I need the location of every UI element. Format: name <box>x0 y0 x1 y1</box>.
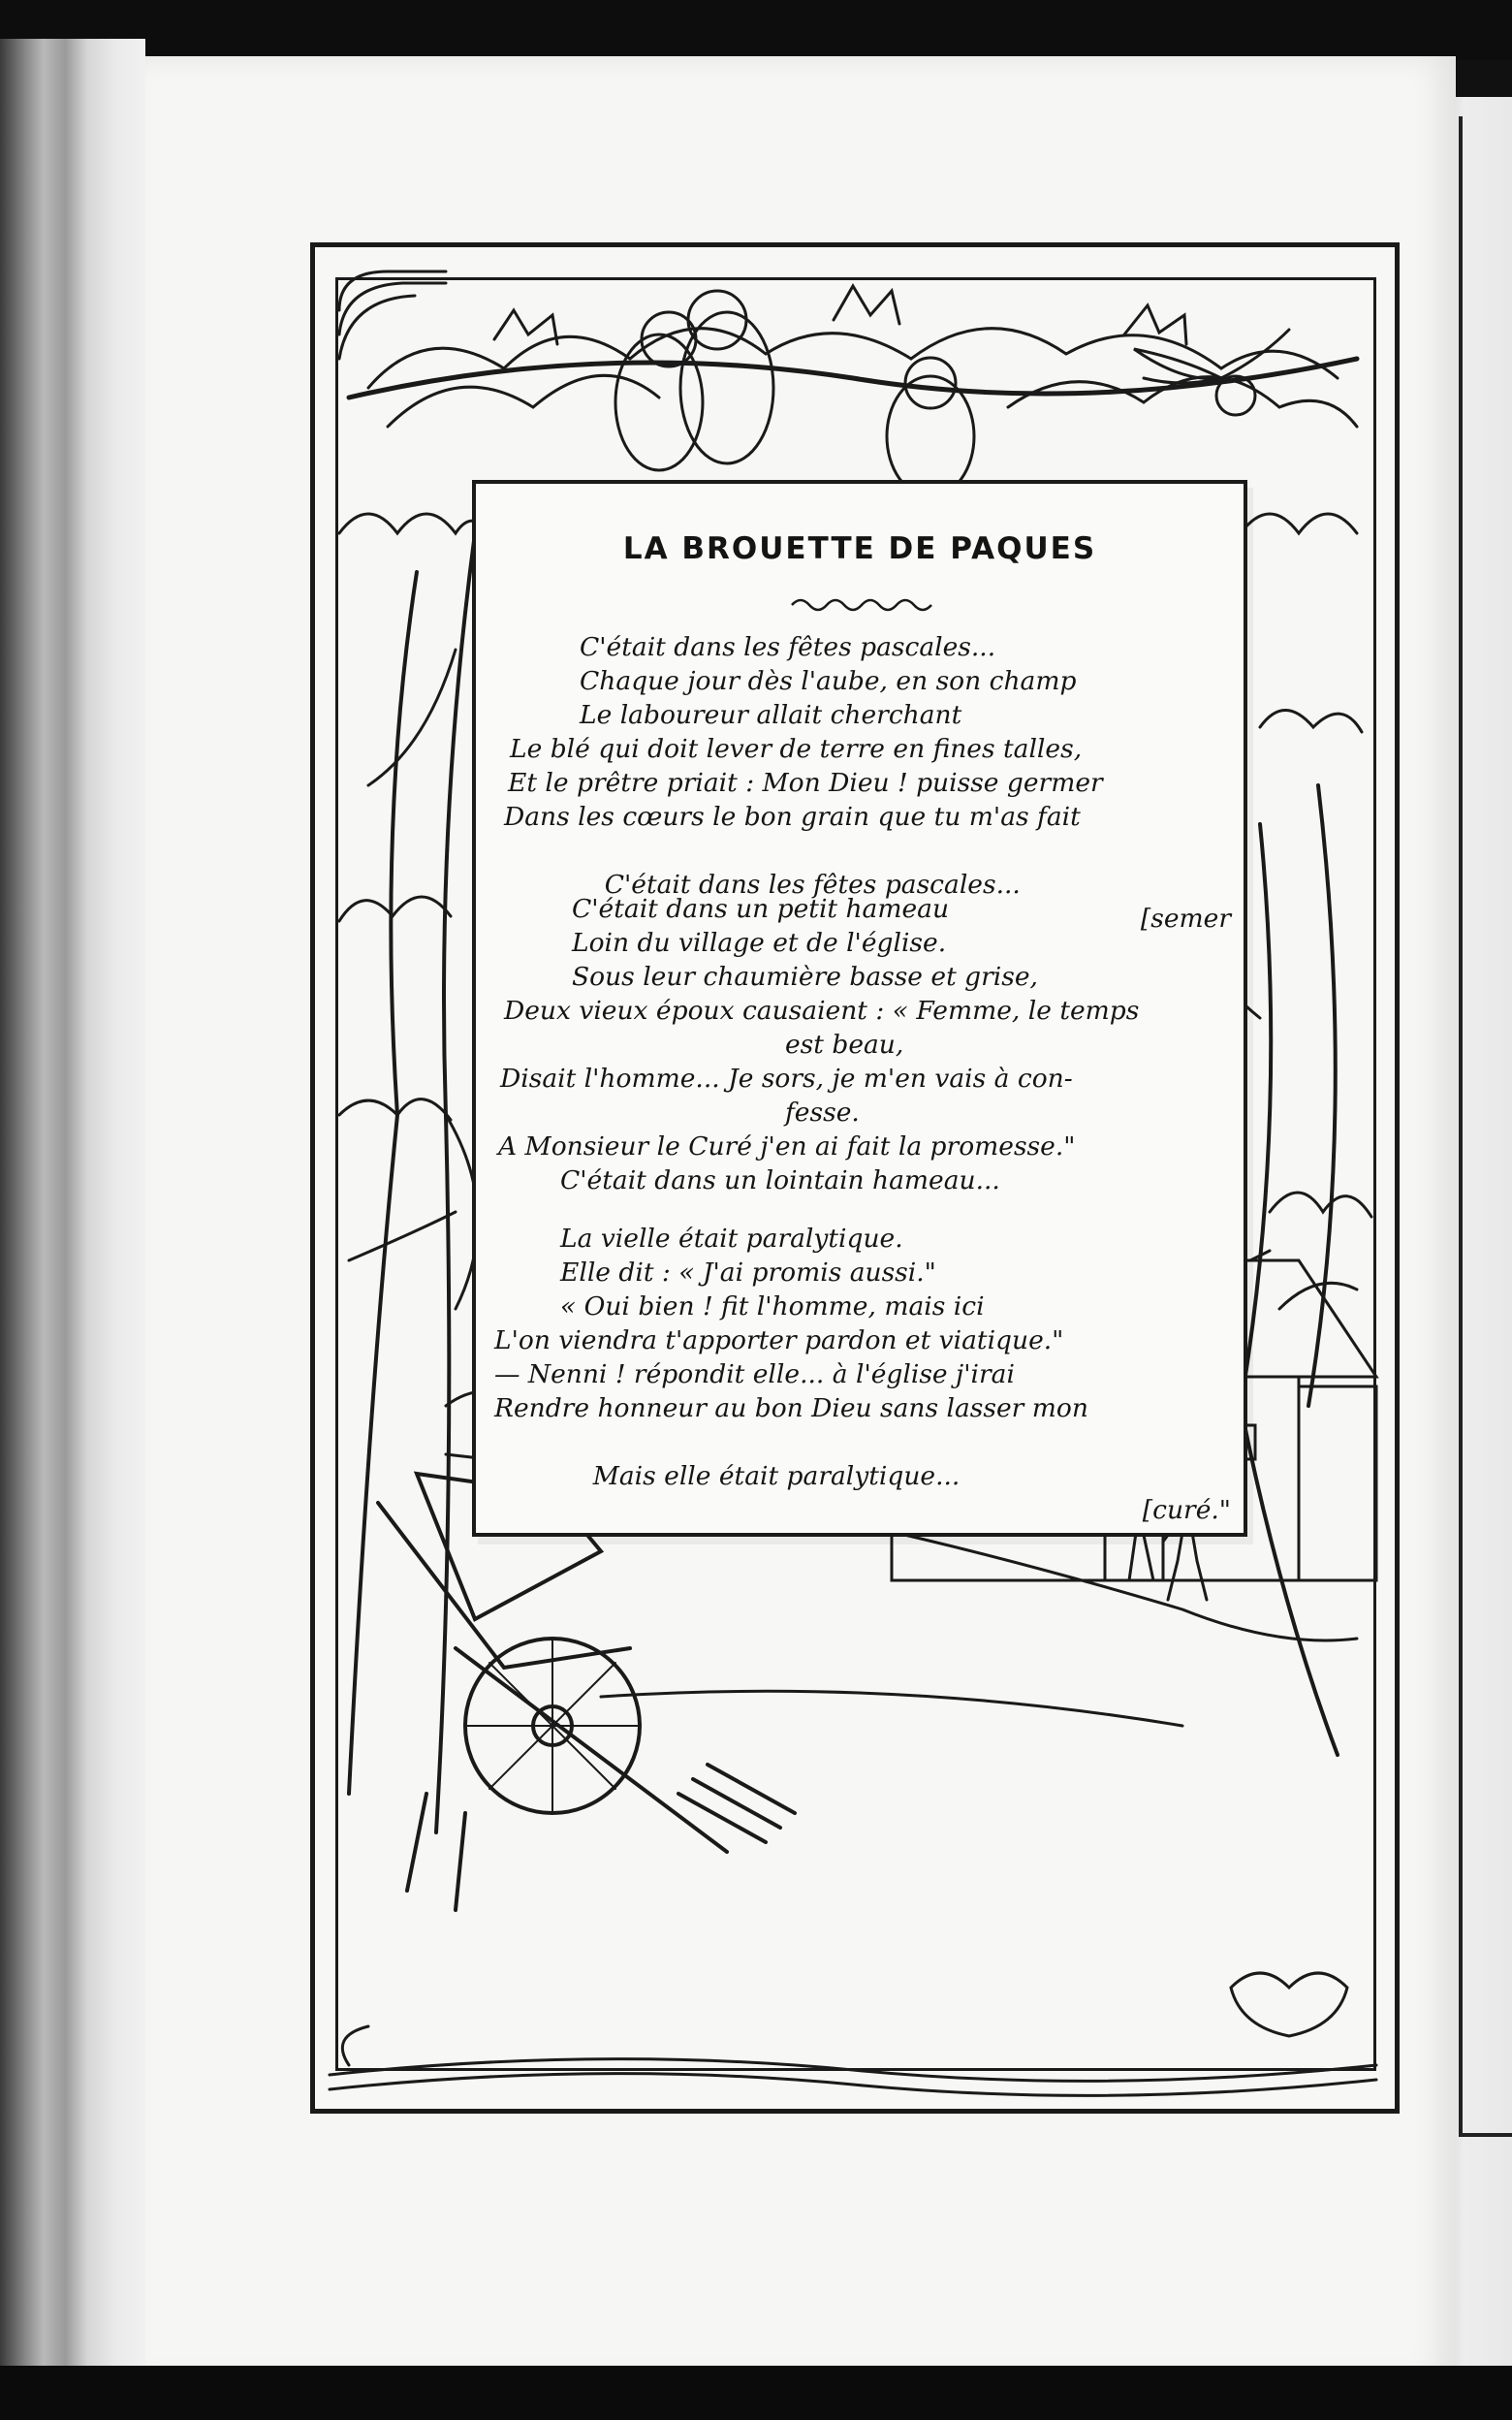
poem-line: C'était dans un petit hameau <box>572 894 950 924</box>
bird-3 <box>887 376 974 496</box>
poem-line: Dans les cœurs le bon grain que tu m'as fait <box>504 802 1081 832</box>
title-flourish <box>790 593 935 613</box>
poem-line: Sous leur chaumière basse et grise, <box>572 962 1038 992</box>
poem-line: fesse. <box>785 1098 860 1128</box>
poem-line: Le blé qui doit lever de terre en fines talles, <box>510 734 1083 764</box>
poem-line: Disait l'homme... Je sors, je m'en vais à con- <box>500 1064 1073 1094</box>
poem-line: Le laboureur allait cherchant <box>580 700 962 730</box>
left-trunk <box>349 572 417 1794</box>
poem-body <box>494 630 1231 1525</box>
poem-line: C'était dans les fêtes pascales... <box>580 632 996 662</box>
poem-line: L'on viendra t'apporter pardon et viatique." <box>494 1325 1064 1355</box>
bird-2 <box>680 312 773 463</box>
poem-line: — Nenni ! répondit elle... à l'église j'irai <box>494 1359 1015 1389</box>
poem-line-carry: [semer <box>1140 904 1231 934</box>
poem-line: C'était dans les fêtes pascales... <box>604 870 1021 900</box>
poem-line: Chaque jour dès l'aube, en son champ <box>580 666 1077 696</box>
poem-line: Deux vieux époux causaient : « Femme, le temps <box>504 996 1140 1026</box>
poem-line: Elle dit : « J'ai promis aussi." <box>560 1258 936 1288</box>
scan-top-edge <box>0 0 1512 60</box>
poem-line: C'était dans un lointain hameau... <box>560 1165 1000 1195</box>
poem-line: est beau, <box>785 1030 904 1060</box>
poem-line-carry: [curé." <box>1142 1495 1231 1525</box>
poem-line: La vielle était paralytique. <box>560 1224 903 1254</box>
poem-line: Rendre honneur au bon Dieu sans lasser mon <box>494 1393 1088 1423</box>
corner-ornament <box>339 271 446 310</box>
poem-title: LA BROUETTE DE PAQUES <box>622 531 1097 566</box>
poem-line: Et le prêtre priait : Mon Dieu ! puisse germer <box>508 768 1103 798</box>
poem-line: A Monsieur le Curé j'en ai fait la promesse." <box>498 1131 1076 1162</box>
poem-line: « Oui bien ! fit l'homme, mais ici <box>560 1291 985 1321</box>
facing-page-frame <box>1459 116 1512 2137</box>
wheelbarrow <box>378 1474 640 1910</box>
scan-bottom-edge <box>0 2366 1512 2420</box>
poem-line: Loin du village et de l'église. <box>572 928 947 958</box>
poem-line: Mais elle était paralytique... <box>592 1461 961 1491</box>
book-page-edges <box>0 39 145 2385</box>
